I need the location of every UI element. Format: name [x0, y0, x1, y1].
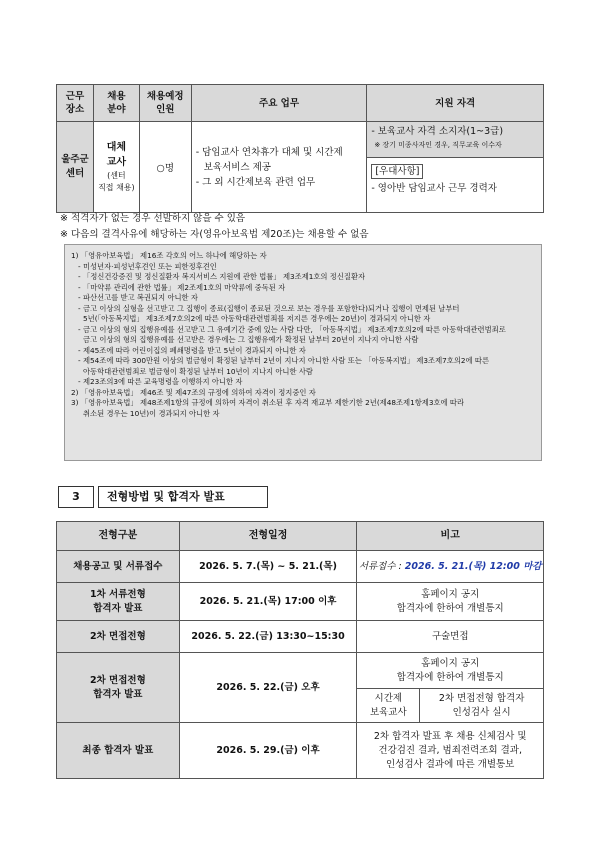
- header-stage: 전형구분: [57, 522, 180, 551]
- note-line: ※ 적격자가 없는 경우 선발하지 않을 수 있음: [60, 213, 246, 224]
- table-row: [57, 551, 544, 583]
- recruitment-table: [56, 84, 544, 213]
- schedule-table: [56, 521, 544, 779]
- stage-cell: 2차 면접전형 합격자 발표: [57, 653, 180, 723]
- table-row: [57, 122, 544, 213]
- work-location: 울주군 센터: [57, 122, 94, 213]
- duty-line: - 그 외 시간제보육 관련 업무: [195, 176, 316, 188]
- table-row: [57, 583, 544, 621]
- table-row: [57, 621, 544, 653]
- disqualification-item: - 금고 이상의 실형을 선고받고 그 집행이 종료(집행이 종료된 것으로 보는 경우를 포함한다)되거나 집행이 면제된 날부터: [78, 303, 460, 313]
- date-cell: 2026. 5. 29.(금) 이후: [179, 723, 357, 779]
- disqualification-item: 금고 이상의 형의 집행유예를 선고받은 경우에는 그 집행유예가 확정된 날부터 20년이 지나지 아니한 사람: [83, 335, 419, 344]
- planned-count: ○명: [139, 122, 191, 213]
- qualification-preference: [367, 158, 543, 200]
- header-qualification: 지원 자격: [367, 85, 544, 122]
- table-row: [57, 723, 544, 779]
- remarks-sub-right: 2차 면접전형 합격자 인성검사 실시: [420, 689, 544, 723]
- deadline-highlight: 2026. 5. 21.(목) 12:00 마감: [404, 560, 542, 572]
- disqualification-item: - 「마약류 관리에 관한 법률」 제2조제1호의 마약류에 중독된 자: [78, 282, 286, 292]
- disqualification-item: - 제54조에 따라 300만원 이상의 벌금형이 확정된 날부터 2년이 지나지 아니한 사람 또는 「아동복지법」 제3조제7호의2에 따른: [78, 356, 489, 365]
- disqualification-item: - 파산선고를 받고 복권되지 아니한 자: [78, 293, 198, 302]
- disqualification-item: 3) 「영유아보육법」 제48조제1항의 규정에 의하여 자격이 취소된 후 자격 재교부 제한기한 2년(제48조제1항제3호에 따라: [71, 398, 464, 407]
- preference-text: - 영아반 담임교사 근무 경력자: [371, 183, 497, 194]
- recruitment-field: [93, 122, 139, 213]
- disqualification-item: 2) 「영유아보육법」 제46조 및 제47조의 규정에 의하여 자격이 정지중인 자: [71, 387, 316, 397]
- disqualification-item: 1) 「영유아보육법」 제16조 각호의 어느 하나에 해당하는 자: [71, 251, 267, 260]
- field-main: 대체 교사: [106, 142, 127, 168]
- section-title: 전형방법 및 합격자 발표: [98, 486, 268, 508]
- date-cell: 2026. 5. 21.(목) 17:00 이후: [179, 583, 357, 621]
- qualifications: [367, 122, 544, 213]
- header-date: 전형일정: [179, 522, 357, 551]
- qualification-note: ※ 장기 미종사자인 경우, 직무교육 이수자: [374, 141, 502, 149]
- duty-line: - 담임교사 연차휴가 대체 및 시간제: [195, 146, 343, 158]
- section-number: 3: [58, 486, 94, 508]
- preference-label: [우대사항]: [371, 164, 423, 179]
- remarks-cell: 2차 합격자 발표 후 채용 신체검사 및 건강검진 결과, 범죄전력조회 결과, 인성검사 결과에 따른 개별통보: [357, 723, 544, 779]
- disqualification-item: - 제45조에 따라 어린이집의 폐쇄명령을 받고 5년이 경과되지 아니한 자: [78, 345, 306, 355]
- header-remarks: 비고: [357, 522, 544, 551]
- disqualification-item: 아동학대관련범죄로 벌금형이 확정된 날부터 10년이 지나지 아니한 사람: [83, 366, 313, 376]
- disqualification-box: [64, 244, 542, 461]
- disqualification-item: - 미성년자·피성년후견인 또는 피한정후견인: [78, 261, 217, 271]
- remarks-cell: 홈페이지 공지 합격자에 한하여 개별통지: [357, 653, 544, 689]
- disqualification-item: 5년(「아동복지법」 제3조제7호의2에 따른 아동학대관련범죄를 저지른 경우에는 20년)이 경과되지 아니한 자: [83, 314, 431, 323]
- field-sub: (센터 직접 채용): [98, 171, 135, 192]
- main-duties: [191, 122, 367, 213]
- remarks-prefix: 서류접수 :: [358, 560, 405, 572]
- remarks-cell: [357, 551, 544, 583]
- header-location: 근무 장소: [57, 85, 94, 122]
- qualification-main: - 보육교사 자격 소지자(1~3급): [371, 126, 504, 137]
- header-duties: 주요 업무: [191, 85, 367, 122]
- disqualification-item: - 제23조의3에 따른 교육명령을 이행하지 아니한 자: [78, 377, 243, 386]
- disqualification-item: - 「정신건강증진 및 정신질환자 복지서비스 지원에 관한 법률」 제3조제1호의 정신질환자: [78, 272, 366, 281]
- date-cell: 2026. 5. 22.(금) 오후: [179, 653, 357, 723]
- qualification-required: [367, 122, 543, 158]
- stage-cell: 최종 합격자 발표: [57, 723, 180, 779]
- date-cell: 2026. 5. 22.(금) 13:30~15:30: [179, 621, 357, 653]
- stage-cell: 채용공고 및 서류접수: [57, 551, 180, 583]
- date-cell: 2026. 5. 7.(목) ~ 5. 21.(목): [179, 551, 357, 583]
- duty-line: 보육서비스 제공: [203, 161, 271, 173]
- stage-cell: 1차 서류전형 합격자 발표: [57, 583, 180, 621]
- schedule-table-header: [57, 522, 544, 551]
- disqualification-item: 취소된 경우는 10년)이 경과되지 아니한 자: [83, 408, 220, 418]
- table-row: [57, 653, 544, 689]
- header-count: 채용예정 인원: [139, 85, 191, 122]
- disqualification-item: - 금고 이상의 형의 집행유예를 선고받고 그 유예기간 중에 있는 사람 다만, 「아동복지법」 제3조제7호의2에 따른 아동학대관련범죄로: [78, 324, 506, 334]
- remarks-sub-left: 시간제 보육교사: [357, 689, 420, 723]
- header-field: 채용 분야: [93, 85, 139, 122]
- recruitment-table-header: [57, 85, 544, 122]
- remarks-cell: 홈페이지 공지 합격자에 한하여 개별통지: [357, 583, 544, 621]
- stage-cell: 2차 면접전형: [57, 621, 180, 653]
- note-line: ※ 다음의 결격사유에 해당하는 자(영유아보육법 제20조)는 채용할 수 없음: [60, 229, 369, 240]
- remarks-cell: 구술면접: [357, 621, 544, 653]
